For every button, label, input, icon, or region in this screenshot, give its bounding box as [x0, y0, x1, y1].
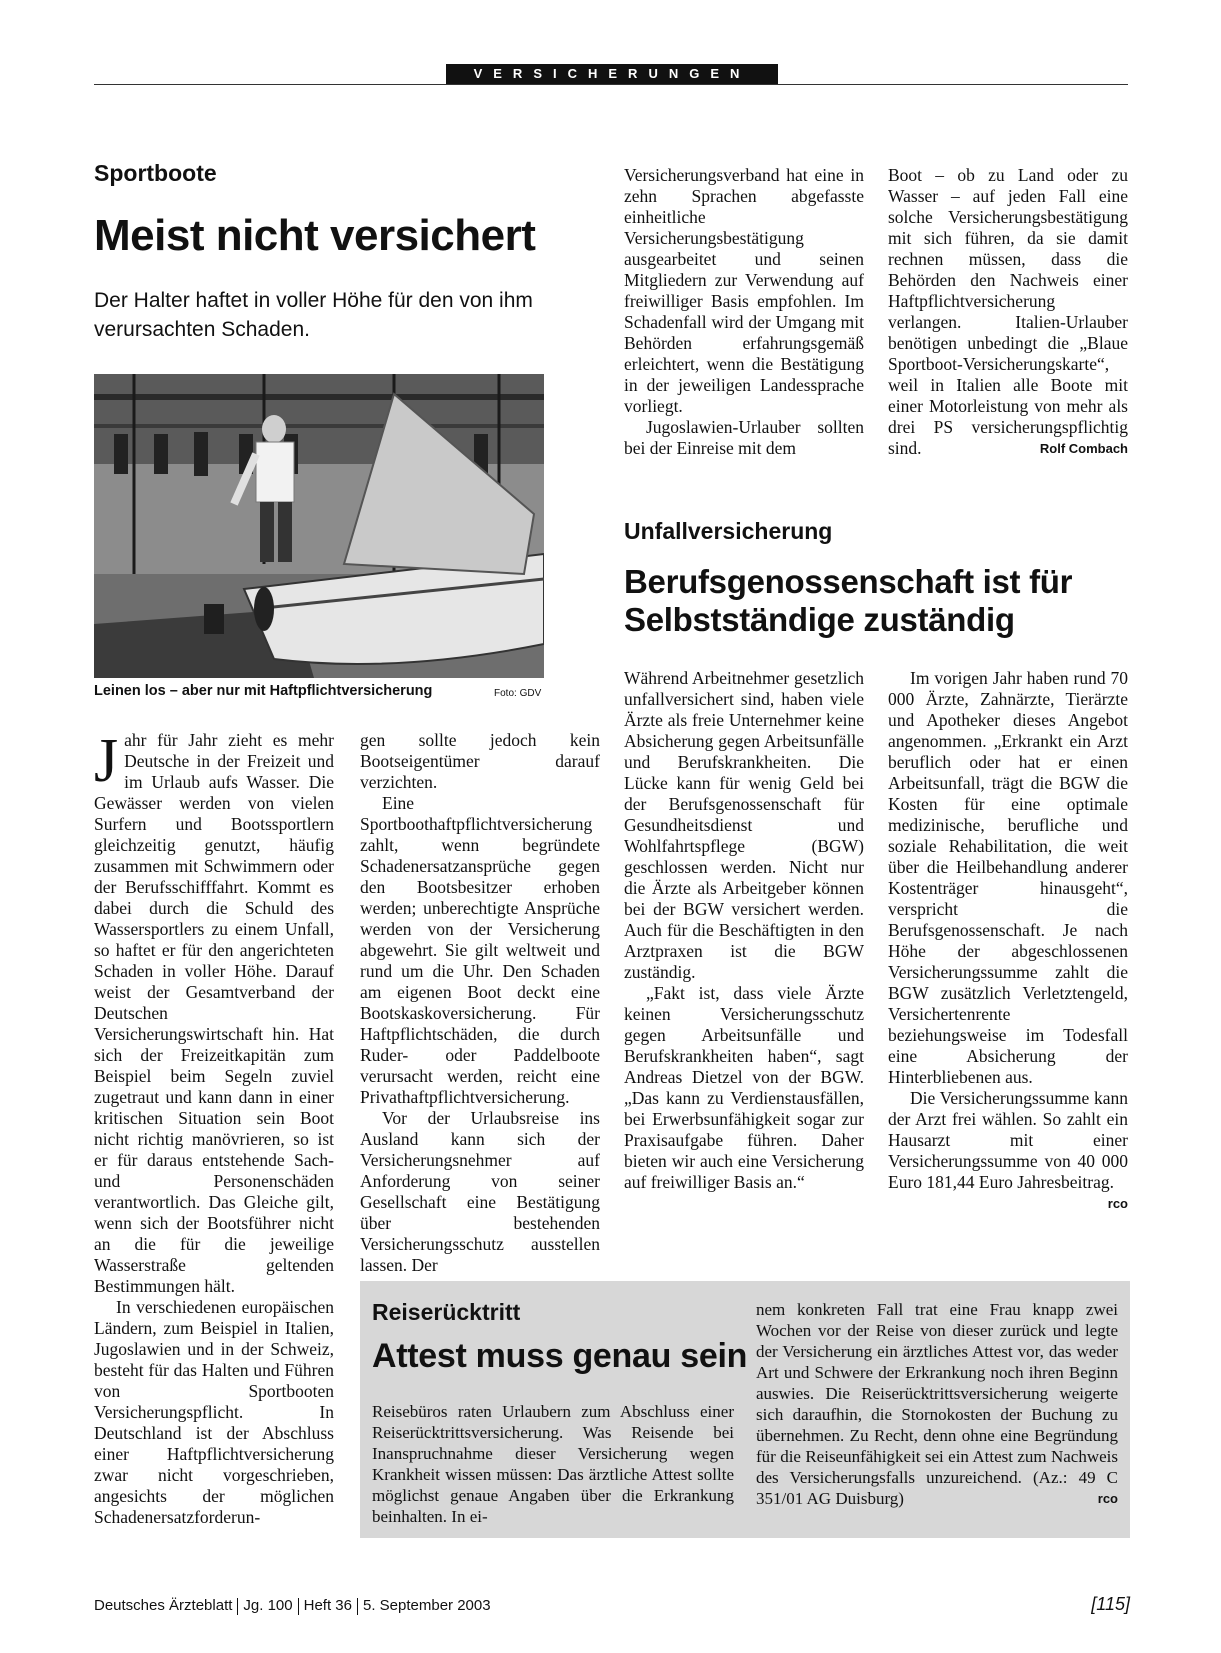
article2-col2-text: Die Versicherungssumme kann der Arzt frei wählen. So zahlt ein Hausarzt mit einer Versicherungssumme von 40 000 Euro 181,44 Euro Jahresbeitrag.: [888, 1088, 1128, 1192]
article1-column-1: [94, 727, 334, 1528]
sailboat-photo-illustration: [94, 374, 544, 678]
article1-column-2: [360, 730, 600, 1276]
reiseruecktritt-box: [360, 1281, 1130, 1538]
article2-author: rco: [1107, 1196, 1128, 1211]
article3-column-2: [756, 1299, 1118, 1509]
article1-col2-para-3: Vor der Urlaubsreise ins Ausland kann sich der Versicherungsnehmer auf Anforderung von seiner Gesellschaft eine Bestätigung über bestehenden Versicherungsschutz ausstellen lassen. Der: [360, 1108, 600, 1275]
section-label: VERSICHERUNGEN: [446, 64, 778, 84]
article3-kicker: Reiserücktritt: [372, 1299, 521, 1325]
article1-kicker: Sportboote: [94, 160, 217, 186]
footer: [94, 1597, 491, 1615]
article2-column-2: [888, 668, 1128, 1214]
footer-separator: [298, 1598, 299, 1615]
article1-col1-para-2: In verschiedenen europäischen Ländern, zum Beispiel in Italien, Jugoslawien und in der Schweiz, besteht für das Halten und Führen von Sportbooten Versicherungspflicht. In Deutschland ist der Abschluss einer Haftpflichtversicherung zwar nicht vorgeschrieben, angesichts der möglichen Schadenersatzforderun-: [94, 1297, 334, 1527]
footer-separator: [237, 1598, 238, 1615]
sailboat-photo: [94, 374, 544, 678]
article1-col3-para-2: Jugoslawien-Urlauber sollten bei der Einreise mit dem: [624, 417, 864, 458]
article2-headline-line2: Selbstständige zuständig: [624, 601, 1015, 638]
header-rule: [94, 84, 1128, 85]
article1-col2-para-2: Eine Sportboothaftpflichtversicherung zahlt, wenn begründete Schadenersatzansprüche gegen den Bootsbesitzer erhoben werden; unberechtigte Ansprüche werden von der Versicherung abgewehrt. Sie gilt weltweit und rund um die Uhr. Den Schaden am eigenen Boot deckt eine Bootskaskoversicherung. Für Haftpflichtschäden, die durch Ruder- oder Paddelboote verursacht werden, reicht eine Privathaftpflichtversicherung.: [360, 793, 600, 1107]
footer-date: 5. September 2003: [363, 1597, 491, 1614]
article1-col1-para-1: ahr für Jahr zieht es mehr Deutsche in der Freizeit und im Urlaub aufs Wasser. Die Gewässer werden von vielen Surfern und Bootssportlern gleichzeitig genutzt, häufig zusammen mit Schwimmern oder der Berufsschifffahrt. Kommt es dabei durch die Schuld des Wassersportlers zu einem Unfall, so haftet er für den angerichteten Schaden in voller Höhe. Darauf weist der Gesamtverband der Deutschen Versicherungswirtschaft hin. Hat sich der Freizeitkapitän zum Beispiel beim Segeln zuviel zugetraut und kann dann in einer kritischen Situation sein Boot nicht richtig manövrieren, so ist er für daraus entstehende Sach- und Personenschäden verantwortlich. Das Gleiche gilt, wenn sich der Bootsführer nicht an die für die jeweilige Wasserstraße geltenden Bestimmungen hält.: [94, 730, 334, 1296]
article2-kicker: Unfallversicherung: [624, 518, 833, 544]
footer-journal: Deutsches Ärzteblatt: [94, 1597, 233, 1614]
article1-col4-para-1: [888, 165, 1128, 459]
article2-col2-para-1: Im vorigen Jahr haben rund 70 000 Ärzte, Zahnärzte, Tierärzte und Apotheker dieses Angebot angenommen. „Erkrankt ein Arzt beruflich oder hat er einen Arbeitsunfall, trägt die BGW die Kosten für eine optimale medizinische, berufliche und soziale Rehabilitation, die weit über die Heilbehandlung anderer Kostenträger hinausgeht“, verspricht die Berufsgenossenschaft. Je nach Höhe der abgeschlossenen Versicherungssumme zahlt die BGW zusätzlich Verletztengeld, Versichertenrente beziehungsweise im Todesfall eine Absicherung der Hinterbliebenen aus.: [888, 668, 1128, 1087]
article1-deck: Der Halter haftet in voller Höhe für den von ihm verursachten Schaden.: [94, 289, 533, 341]
article2-col1-para-2: „Fakt ist, dass viele Ärzte keinen Versicherungsschutz gegen Arbeitsunfälle und Berufskrankheiten haben“, sagt Andreas Dietzel von der BGW. „Das kann zu Verdienstausfällen, bei Erwerbsunfähigkeit sogar zur Praxisaufgabe führen. Daher bieten wir auch eine Versicherung auf freiwilliger Basis an.“: [624, 983, 864, 1192]
article1-column-3: [624, 165, 864, 459]
article2-col1-para-1: Während Arbeitnehmer gesetzlich unfallversichert sind, haben viele Ärzte als freie Unternehmer keine Absicherung gegen Arbeitsunfälle und Berufskrankheiten. Die Lücke kann für wenig Geld bei der Berufsgenossenschaft für Gesundheitsdienst und Wohlfahrtspflege (BGW) geschlossen werden. Nicht nur die Ärzte als Arbeitgeber können bei der BGW versichert werden. Auch für die Beschäftigten in den Arztpraxen ist die BGW zuständig.: [624, 668, 864, 982]
article2-col2-para-2: [888, 1088, 1128, 1211]
article1-column-4: [888, 165, 1128, 459]
photo-credit: Foto: GDV: [494, 688, 542, 699]
article3-author: rco: [1097, 1491, 1118, 1506]
article2-headline-line1: Berufsgenossenschaft ist für: [624, 563, 1073, 600]
footer-volume: Jg. 100: [243, 1597, 293, 1614]
article3-column-1: Reisebüros raten Urlaubern zum Abschluss einer Reiserücktrittsversicherung. Was Reisende bei Inanspruchnahme dieser Versicherung wegen Krankheit wissen müssen: Das ärztliche Attest sollte möglichst genaue Angaben über die Erkrankung beinhalten. In ei-: [372, 1402, 734, 1526]
article1-col3-para-1: Versicherungsverband hat eine in zehn Sprachen abgefasste einheitliche Versicherungsbestätigung ausgearbeitet und seinen Mitgliedern zur Verwendung auf freiwilliger Basis empfohlen. Im Schadenfall wird der Umgang mit Behörden erfahrungsgemäß erleichtert, wenn die Bestätigung in der jeweiligen Landessprache vorliegt.: [624, 165, 864, 416]
article3-headline: Attest muss genau sein: [372, 1337, 748, 1375]
article1-author: Rolf Combach: [1039, 441, 1128, 456]
footer-separator: [357, 1598, 358, 1615]
article1-headline: Meist nicht versichert: [94, 211, 536, 260]
article1-col2-para-1: gen sollte jedoch kein Bootseigentümer darauf verzichten.: [360, 730, 600, 792]
article2-column-1: [624, 668, 864, 1193]
article1-col4-text: Boot – ob zu Land oder zu Wasser – auf jeden Fall eine solche Versicherungsbestätigung mit sich führen, da sie damit rechnen müssen, dass die Behörden den Nachweis einer Haftpflichtversicherung verlangen. Italien-Urlauber benötigen unbedingt die „Blaue Sportboot-Versicherungskarte“, weil in Italien alle Boote mit einer Motorleistung von mehr als drei PS versicherungspflichtig sind.: [888, 165, 1128, 458]
photo-caption: Leinen los – aber nur mit Haftpflichtversicherung: [94, 683, 433, 699]
article1-dropcap: J: [94, 727, 119, 795]
article3-col2-text: nem konkreten Fall trat eine Frau knapp zwei Wochen vor der Reise von dieser zurück und legte der Versicherung ein ärztliches Attest vor, das weder Art und Schwere der Erkrankung noch ihren Beginn auswies. Die Reiserücktrittsversicherung weigerte sich daraufhin, die Stornokosten der Buchung zu übernehmen. Zu Recht, denn ohne eine Begründung für die Reiseunfähigkeit sei ein Attest zum Nachweis des Versicherungsfalls unzureichend. (Az.: 49 C 351/01 AG Duisburg): [756, 1300, 1118, 1508]
footer-issue: Heft 36: [303, 1597, 352, 1614]
page-number: [115]: [1091, 1594, 1130, 1614]
